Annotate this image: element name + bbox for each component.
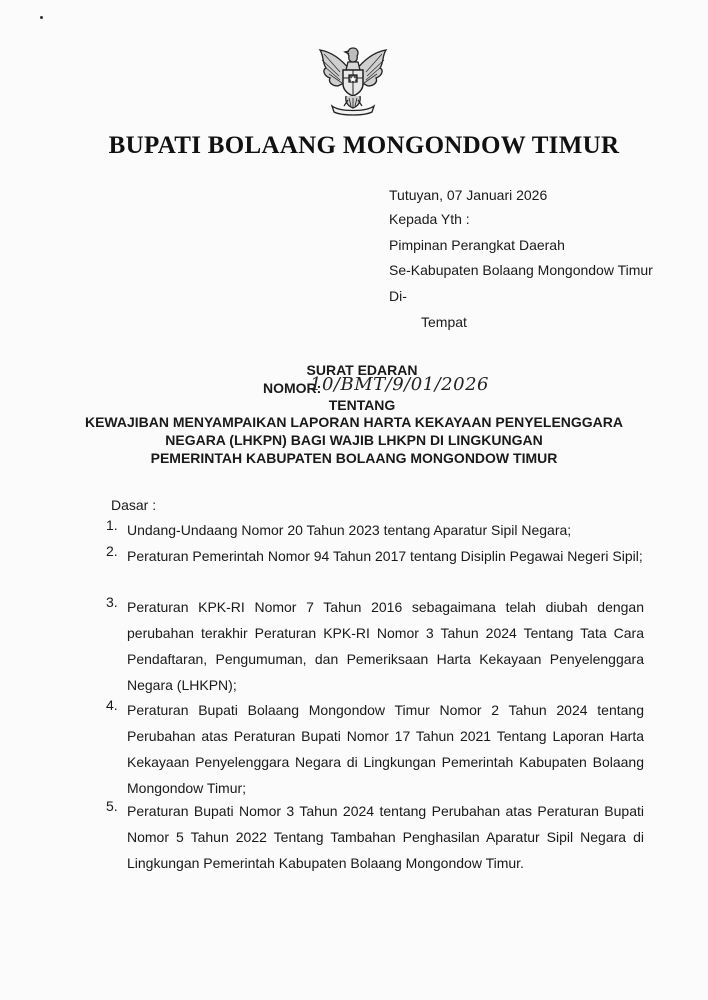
letterhead-title: BUPATI BOLAANG MONGONDOW TIMUR [108, 132, 620, 159]
list-item-number: 2. [106, 543, 118, 559]
list-item-number: 3. [106, 594, 118, 610]
list-item-number: 1. [106, 517, 118, 533]
list-item-text: Peraturan Pemerintah Nomor 94 Tahun 2017 tentang Disiplin Pegawai Negeri Sipil; [127, 548, 643, 564]
dasar-label: Dasar : [111, 497, 157, 513]
di-label: Di- [389, 288, 407, 304]
tentang-label: TENTANG [328, 397, 396, 413]
tempat-label: Tempat [421, 314, 467, 330]
list-item-text: Peraturan Bupati Nomor 3 Tahun 2024 tentang Perubahan atas Peraturan Bupati Nomor 5 Tahun 2022 Tentang Tambahan Penghasilan Aparatur Sipil Negara di Lingkungan Pemerintah Kabupaten Bolaang Mongondow Timur. [127, 803, 644, 871]
letter-number-handwritten: 10/BMT/9/01/2026 [310, 374, 489, 395]
list-item-number: 4. [106, 697, 118, 713]
letter-type: SURAT EDARAN [306, 362, 418, 378]
recipient-line-2: Se-Kabupaten Bolaang Mongondow Timur [389, 262, 653, 278]
garuda-pancasila-emblem-icon [312, 40, 394, 116]
subject-line-1: KEWAJIBAN MENYAMPAIKAN LAPORAN HARTA KEKAYAAN PENYELENGGARA [84, 414, 623, 430]
letter-number-label: NOMOR: [263, 380, 322, 396]
subject-line-3: PEMERINTAH KABUPATEN BOLAANG MONGONDOW TIMUR [150, 450, 558, 466]
list-item-number: 5. [106, 798, 118, 814]
list-item-text: Peraturan Bupati Bolaang Mongondow Timur Nomor 2 Tahun 2024 tentang Perubahan atas Peraturan Bupati Nomor 17 Tahun 2021 Tentang Laporan Harta Kekayaan Penyelenggara Negara di Lingkungan Pemerintah Kabupaten Bolaang Mongondow Timur; [127, 702, 644, 796]
scan-speck [40, 16, 43, 19]
subject-line-2: NEGARA (LHKPN) BAGI WAJIB LHKPN DI LINGKUNGAN [165, 432, 543, 448]
recipient-line-1: Pimpinan Perangkat Daerah [389, 237, 565, 253]
addressee-label: Kepada Yth : [389, 211, 470, 227]
place-date: Tutuyan, 07 Januari 2026 [389, 187, 548, 203]
list-item-text: Peraturan KPK-RI Nomor 7 Tahun 2016 sebagaimana telah diubah dengan perubahan terakhir Peraturan KPK-RI Nomor 3 Tahun 2024 Tentang Tata Cara Pendaftaran, Pengumuman, dan Pemeriksaan Harta Kekayaan Penyelenggara Negara (LHKPN); [127, 599, 644, 693]
list-item-text: Undang-Undaang Nomor 20 Tahun 2023 tentang Aparatur Sipil Negara; [127, 522, 572, 538]
